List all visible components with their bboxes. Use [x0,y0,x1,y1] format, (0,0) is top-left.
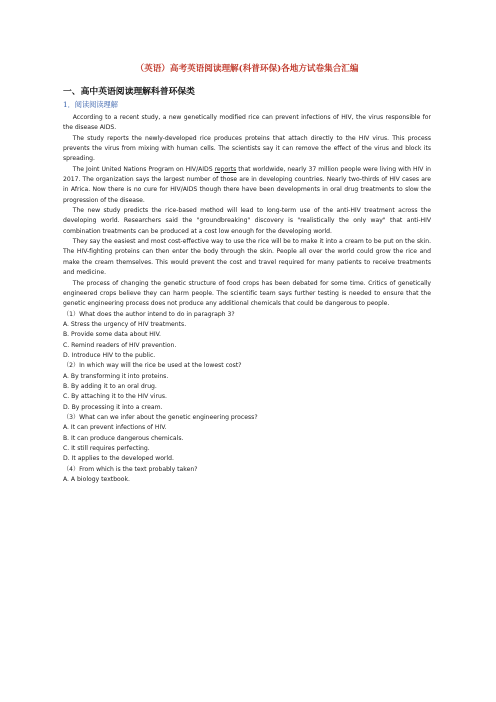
paragraph-3-before: The Joint United Nations Program on HIV/AIDS [72,165,215,173]
paragraph-3-after: that worldwide, nearly 37 million people were living with HIV in 2017. The organization says the largest number of those are in developing countries. Nearly two-thirds of HIV cases are in Africa. Now there is no cure for HIV/AIDS though there have been developments in oral drug treatments to slow the progression of the disease. [63,165,431,204]
paragraph-1: According to a recent study, a new genetically modified rice can prevent infections of HIV, the virus responsible for the disease AIDS. [63,114,431,132]
question-2-option-d: D. By processing it into a cream. [63,403,163,411]
question-1-option-b: B. Provide some data about HIV. [63,331,161,339]
question-4-option-a: A. A biology textbook. [63,476,130,484]
question-1-option-c: C. Remind readers of HIV prevention. [63,341,177,349]
question-1-option-a: A. Stress the urgency of HIV treatments. [63,320,187,328]
underlined-word: reports [214,165,237,173]
question-3-option-b: B. It can produce dangerous chemicals. [63,434,184,442]
question-3-option-d: D. It applies to the developed world. [63,455,174,463]
document-title: （英语）高考英语阅读理解(科普环保)各地方试卷集合汇编 [135,64,359,74]
document-content [63,63,431,485]
paragraph-6: The process of changing the genetic structure of food crops has been debated for some time. Critics of genetically engineered crops believe they can harm people. The scientific team says further testing is needed to ensure that the genetic engineering process does not produce any additional chemicals that could be dangerous to people. [63,279,431,308]
question-3-stem: （3）What can we infer about the genetic engineering process? [63,413,258,421]
question-2-option-b: B. By adding it to an oral drug. [63,382,157,390]
item-label: 1．阅读阅读理解 [63,100,118,109]
question-3-option-c: C. It still requires perfecting. [63,445,150,452]
question-4-stem: （4）From which is the text probably taken? [63,465,198,473]
question-3-option-a: A. It can prevent infections of HIV. [63,424,167,432]
question-1-stem: （1）What does the author intend to do in paragraph 3? [63,310,235,318]
section-heading: 一、高中英语阅读理解科普环保类 [63,87,195,97]
paragraph-5: They say the easiest and most cost-effective way to use the rice will be to make it into a cream to be put on the skin. The HIV-fighting proteins can then enter the body through the skin. People all over the world could grow the rice and make the cream themselves. This would prevent the cost and travel required for many patients to receive treatments and medicine. [63,238,431,277]
paragraph-3 [63,165,431,206]
question-2-stem: （2）In which way will the rice be used at the lowest cost? [63,362,242,370]
paragraph-4: The new study predicts the rice-based method will lead to long-term use of the anti-HIV treatment across the developing world. Researchers said the "groundbreaking" discovery is "realistically the only way" that anti-HIV combination treatments can be produced at a cost low enough for the developing world. [63,207,431,235]
question-2-option-a: A. By transforming it into proteins. [63,372,169,380]
paragraph-2: The study reports the newly-developed rice produces proteins that attach directly to the HIV virus. This process prevents the virus from mixing with human cells. The scientists say it can remove the effect of the virus and block its spreading. [63,134,431,163]
question-2-option-c: C. By attaching it to the HIV virus. [63,393,167,401]
question-1-option-d: D. Introduce HIV to the public. [63,351,156,359]
